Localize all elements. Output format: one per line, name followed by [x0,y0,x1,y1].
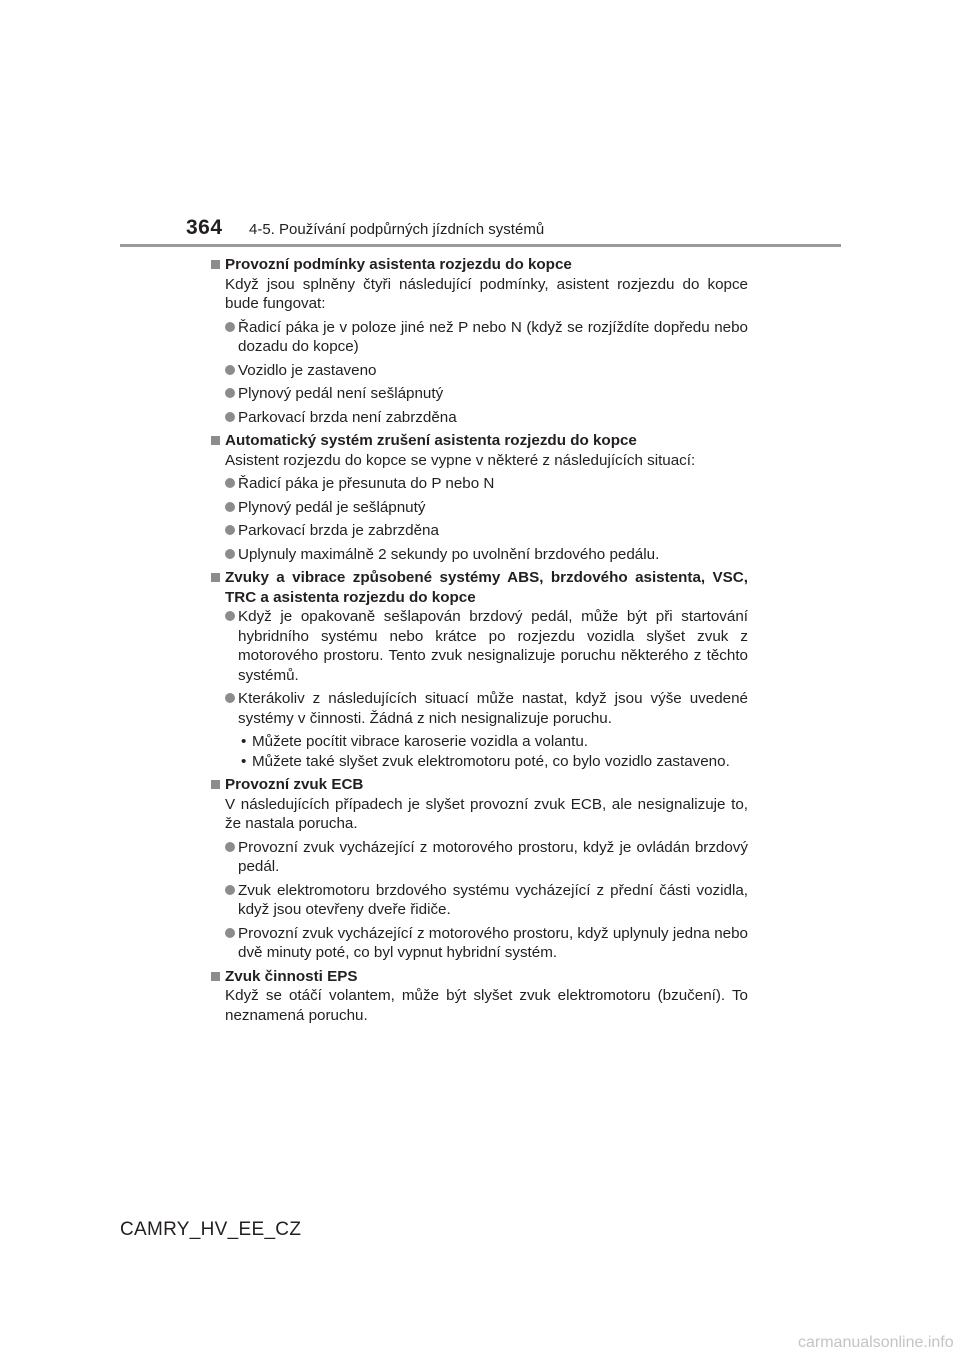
document-code: CAMRY_HV_EE_CZ [120,1219,302,1240]
section-paragraph: Když jsou splněny čtyři následující podmínky, asistent rozjezdu do kopce bude fungovat: [225,275,748,312]
page-header [0,0,960,250]
dot-marker-icon: • [241,752,247,770]
section-title: 4-5. Používání podpůrných jízdních systémů [249,221,545,238]
square-bullet-icon [211,780,220,789]
list-item [211,408,748,428]
section-paragraph: V následujících případech je slyšet provozní zvuk ECB, ale nesignalizuje to, že nastala porucha. [225,795,748,832]
list-item-text: Uplynuly maximálně 2 sekundy po uvolnění brzdového pedálu. [238,545,660,563]
list-item-text: Parkovací brzda není zabrzděna [238,408,457,426]
list-item [211,498,748,518]
list-item-text: Řadicí páka je v poloze jiné než P nebo N (když se rozjíždíte dopředu nebo dozadu do kopce) [238,318,748,355]
round-bullet-icon [225,502,235,512]
dot-marker-icon: • [241,733,247,750]
section-heading [211,568,748,607]
list-item [211,924,748,963]
header-divider [120,244,841,247]
round-bullet-icon [225,322,235,332]
round-bullet-icon [225,388,235,398]
round-bullet-icon [225,842,235,852]
section-heading [211,967,748,987]
section-heading [211,255,748,275]
round-bullet-icon [225,693,235,703]
section-heading-text: Provozní zvuk ECB [225,776,364,793]
sub-list-item [211,752,748,772]
square-bullet-icon [211,260,220,269]
list-item [211,384,748,404]
list-item-text: Plynový pedál je sešlápnutý [238,498,426,516]
section-heading-text: Provozní podmínky asistenta rozjezdu do kopce [225,256,572,273]
round-bullet-icon [225,928,235,938]
section-heading [211,775,748,795]
round-bullet-icon [225,365,235,375]
list-item [211,318,748,357]
round-bullet-icon [225,611,235,621]
sub-list [211,732,748,771]
round-bullet-icon [225,549,235,559]
square-bullet-icon [211,972,220,981]
list-item [211,838,748,877]
page-number: 364 [186,216,223,239]
list-item-text: Kterákoliv z následujících situací může nastat, když jsou výše uvedené systémy v činnosti. Žádná z nich nesignalizuje poruchu. [238,690,748,727]
round-bullet-icon [225,412,235,422]
list-item [211,607,748,685]
watermark: carmanualsonline.info [798,1334,954,1351]
sub-list-item-text: Můžete pocítit vibrace karoserie vozidla a volantu. [252,733,588,750]
list-item-text: Plynový pedál není sešlápnutý [238,385,444,402]
list-item-text: Zvuk elektromotoru brzdového systému vycházející z přední části vozidla, když jsou otevřeny dveře řidiče. [238,881,748,918]
list-item-text: Když je opakovaně sešlapován brzdový pedál, může být při startování hybridního systému nebo krátce po rozjezdu vozidla slyšet zvuk z motorového prostoru. Tento zvuk nesignalizuje poruchu některého z těchto systémů. [238,608,748,684]
round-bullet-icon [225,478,235,488]
list-item [211,521,748,541]
list-item-text: Provozní zvuk vycházející z motorového prostoru, když je ovládán brzdový pedál. [238,838,748,875]
section-heading-text: Zvuk činnosti EPS [225,967,358,985]
sub-list-item-text: Můžete také slyšet zvuk elektromotoru poté, co bylo vozidlo zastaveno. [252,752,730,770]
section-heading [211,431,748,451]
main-content [211,253,748,1029]
list-item [211,881,748,920]
list-item-text: Vozidlo je zastaveno [238,361,377,379]
round-bullet-icon [225,885,235,895]
square-bullet-icon [211,436,220,445]
section-heading-text: Automatický systém zrušení asistenta rozjezdu do kopce [225,432,637,449]
list-item [211,545,748,565]
section-heading-text: Zvuky a vibrace způsobené systémy ABS, brzdového asistenta, VSC, TRC a asistenta rozjezdu do kopce [225,569,748,606]
list-item [211,689,748,728]
section-paragraph: Asistent rozjezdu do kopce se vypne v některé z následujících situací: [225,451,696,469]
section-paragraph: Když se otáčí volantem, může být slyšet zvuk elektromotoru (bzučení). To neznamená poruchu. [225,987,748,1024]
round-bullet-icon [225,525,235,535]
list-item-text: Provozní zvuk vycházející z motorového prostoru, když uplynuly jedna nebo dvě minuty poté, co byl vypnut hybridní systém. [238,924,748,961]
list-item-text: Parkovací brzda je zabrzděna [238,522,439,539]
list-item-text: Řadicí páka je přesunuta do P nebo N [238,475,495,492]
list-item [211,474,748,494]
list-item [211,361,748,381]
square-bullet-icon [211,573,220,582]
sub-list-item [211,732,748,752]
